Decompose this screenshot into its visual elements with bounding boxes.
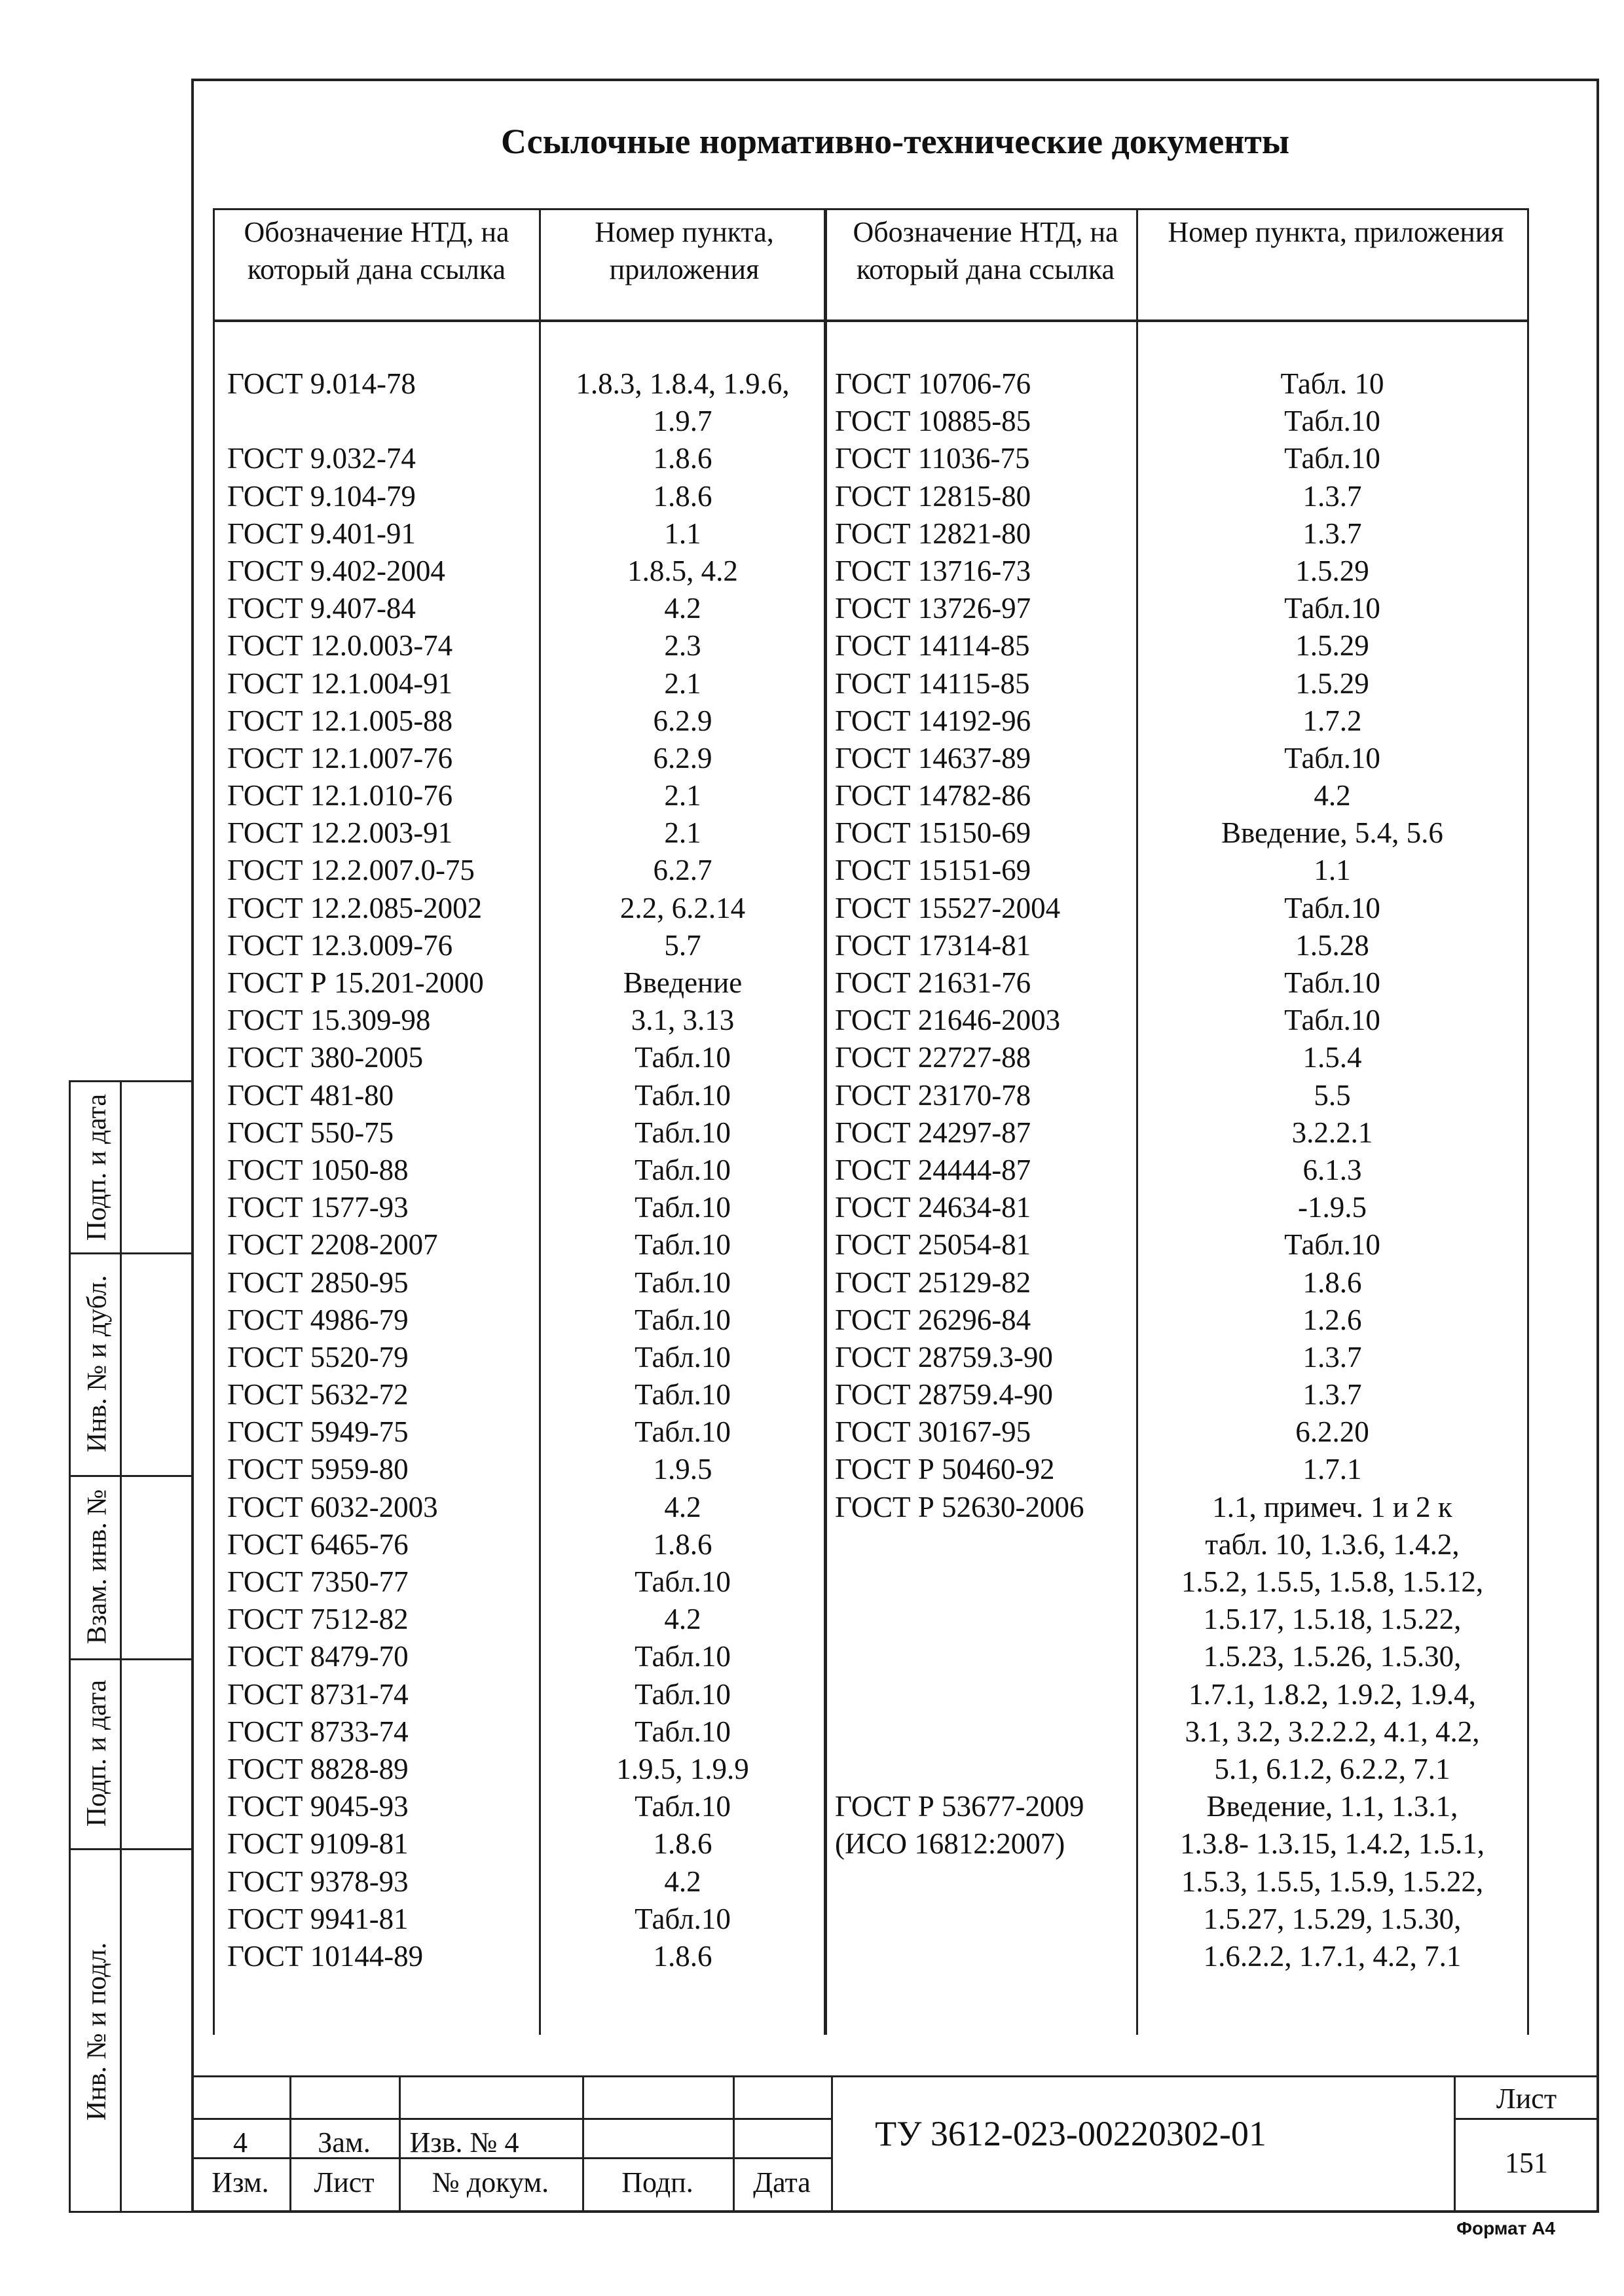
table-cell: 2.3	[664, 629, 701, 663]
table-cell: 1.7.2	[1302, 704, 1362, 737]
table-cell: Табл.10	[1284, 1228, 1380, 1262]
table-cell: ГОСТ 24444-87	[835, 1153, 1031, 1186]
table-cell: (ИСО 16812:2007)	[835, 1827, 1065, 1861]
header-col2: Номер пункта, приложения	[595, 216, 774, 285]
table-cell: 4.2	[1314, 779, 1351, 812]
tb-line	[1454, 2118, 1599, 2120]
table-cell: ГОСТ 12.2.085-2002	[227, 891, 483, 924]
table-top-line	[213, 208, 1529, 210]
table-cell: Табл.10	[1284, 405, 1380, 438]
table-cell: ГОСТ Р 52630-2006	[835, 1490, 1084, 1523]
table-cell: Табл.10	[635, 1116, 731, 1149]
table-cell: ГОСТ Р 50460-92	[835, 1453, 1055, 1486]
format-label: Формат А4	[1456, 2218, 1555, 2238]
table-cell: ГОСТ 8733-74	[227, 1715, 409, 1748]
table-cell: ГОСТ 24634-81	[835, 1191, 1031, 1224]
table-cell: ГОСТ 1577-93	[227, 1191, 409, 1224]
table-cell: Табл.10	[635, 1191, 731, 1224]
table-cell: ГОСТ 9941-81	[227, 1902, 409, 1935]
table-cell: Табл.10	[1284, 1004, 1380, 1037]
table-cell: 1.3.7	[1302, 479, 1362, 513]
table-cell: ГОСТ 481-80	[227, 1078, 394, 1112]
table-cell: ГОСТ 9378-93	[227, 1865, 409, 1898]
table-cell	[835, 1901, 1133, 1938]
table-cell: Табл.10	[1284, 592, 1380, 625]
table-cell: 1.5.23, 1.5.26, 1.5.30,	[1203, 1640, 1462, 1673]
table-cell: ГОСТ 5959-80	[227, 1453, 409, 1486]
table-cell: 1.8.6	[653, 1939, 712, 1973]
table-cell: Табл.10	[635, 1153, 731, 1186]
table-cell: ГОСТ 23170-78	[835, 1078, 1031, 1112]
table-cell: 1.5.29	[1295, 554, 1369, 587]
stamp-label: Подп. и дата	[82, 1093, 113, 1241]
table-cell: 1.7.1	[1302, 1453, 1362, 1486]
table-vline	[824, 208, 827, 2035]
table-cell: ГОСТ 12.1.004-91	[227, 666, 453, 700]
table-cell	[835, 1938, 1133, 1975]
table-cell: ГОСТ 14115-85	[835, 666, 1030, 700]
table-cell	[835, 1526, 1133, 1563]
table-cell: ГОСТ 5632-72	[227, 1378, 409, 1412]
table-cell: ГОСТ 5949-75	[227, 1415, 409, 1449]
table-cell: 4.2	[664, 592, 701, 625]
table-cell: 5.1, 6.1.2, 6.2.2, 7.1	[1214, 1752, 1450, 1785]
table-cell: 1.5.4	[1302, 1041, 1362, 1074]
table-cell: 6.1.3	[1302, 1153, 1362, 1186]
table-cell: 1.1	[1314, 854, 1351, 887]
table-cell: Введение, 1.1, 1.3.1,	[1206, 1790, 1458, 1823]
table-cell: табл. 10, 1.3.6, 1.4.2,	[1205, 1527, 1460, 1561]
table-cell: Табл.10	[635, 1677, 731, 1711]
table-cell: ГОСТ 30167-95	[835, 1415, 1031, 1449]
table-cell: ГОСТ 15150-69	[835, 816, 1031, 850]
table-cell: ГОСТ 10706-76	[835, 367, 1031, 400]
stamp-label: Инв. № и дубл.	[82, 1275, 113, 1453]
table-cell: Табл.10	[635, 1041, 731, 1074]
table-cell: ГОСТ 9.401-91	[227, 517, 416, 550]
table-cell: Табл.10	[635, 1902, 731, 1935]
table-cell: Табл.10	[635, 1266, 731, 1299]
table-cell: ГОСТ 7512-82	[227, 1603, 409, 1636]
table-cell: 1.5.2, 1.5.5, 1.5.8, 1.5.12,	[1181, 1565, 1484, 1598]
table-cell: ГОСТ 14782-86	[835, 779, 1031, 812]
margin-stamp	[69, 1080, 193, 2213]
table-cell: 1.9.5	[653, 1453, 712, 1486]
header-col3: Обозначение НТД, на который дана ссылка	[853, 216, 1118, 285]
table-cell: ГОСТ 12.1.005-88	[227, 704, 453, 737]
table-cell: ГОСТ 28759.4-90	[835, 1378, 1053, 1412]
table-cell: ГОСТ 2850-95	[227, 1266, 409, 1299]
table-cell: Табл.10	[635, 1565, 731, 1598]
table-cell: ГОСТ 380-2005	[227, 1041, 424, 1074]
table-cell: ГОСТ 550-75	[227, 1116, 394, 1149]
table-cell	[835, 1863, 1133, 1901]
table-cell: ГОСТ 12.3.009-76	[227, 928, 453, 962]
table-cell: 1.9.7	[653, 405, 712, 438]
table-cell: ГОСТ 21631-76	[835, 966, 1031, 999]
table-cell: Табл.10	[635, 1715, 731, 1748]
table-cell: ГОСТ 25054-81	[835, 1228, 1031, 1262]
header-col4: Номер пункта, приложения	[1168, 216, 1504, 248]
table-cell	[835, 1638, 1133, 1675]
change-doc-number: Изв. № 4	[409, 2126, 519, 2159]
table-cell: Табл.10	[635, 1640, 731, 1673]
table-cell: 4.2	[664, 1865, 701, 1898]
table-cell: 1.9.5, 1.9.9	[616, 1752, 749, 1785]
table-cell: ГОСТ 22727-88	[835, 1041, 1031, 1074]
table-cell: 1.5.17, 1.5.18, 1.5.22,	[1203, 1603, 1462, 1636]
right-designation-column	[835, 365, 1133, 1975]
table-cell: Табл.10	[635, 1340, 731, 1374]
table-cell: ГОСТ 8731-74	[227, 1677, 409, 1711]
table-cell: ГОСТ 14637-89	[835, 741, 1031, 774]
tb-line	[191, 2075, 1599, 2077]
table-cell: ГОСТ 2208-2007	[227, 1228, 438, 1262]
table-cell	[835, 1713, 1133, 1751]
table-cell: 1.8.6	[653, 1827, 712, 1861]
label-doc: № докум.	[432, 2166, 549, 2198]
table-cell: 2.1	[664, 666, 701, 700]
table-cell: 3.2.2.1	[1291, 1116, 1373, 1149]
table-cell: 1.1	[664, 517, 701, 550]
table-cell: 1.3.7	[1302, 1378, 1362, 1412]
table-cell: ГОСТ 25129-82	[835, 1266, 1031, 1299]
table-cell: 5.7	[664, 928, 701, 962]
references-table	[213, 208, 1529, 2035]
table-cell: 6.2.7	[653, 854, 712, 887]
table-cell: 4.2	[664, 1490, 701, 1523]
table-cell: Табл.10	[1284, 891, 1380, 924]
table-cell: ГОСТ 9.104-79	[227, 479, 416, 513]
table-cell: 3.1, 3.13	[631, 1004, 735, 1037]
table-cell: ГОСТ 14192-96	[835, 704, 1031, 737]
table-cell: 1.5.28	[1295, 928, 1369, 962]
table-cell: Табл.10	[635, 1415, 731, 1449]
table-cell: ГОСТ 7350-77	[227, 1565, 409, 1598]
table-cell: ГОСТ 10885-85	[835, 405, 1031, 438]
table-cell: Табл.10	[635, 1790, 731, 1823]
table-cell: -1.9.5	[1298, 1191, 1367, 1224]
table-cell: Табл. 10	[1280, 367, 1384, 400]
table-cell: Табл.10	[1284, 741, 1380, 774]
header-col1: Обозначение НТД, на который дана ссылка	[244, 216, 509, 285]
table-cell: 1.5.3, 1.5.5, 1.5.9, 1.5.22,	[1181, 1865, 1484, 1898]
table-cell: ГОСТ 8828-89	[227, 1752, 409, 1785]
table-cell: 1.8.6	[653, 479, 712, 513]
table-cell: Введение	[623, 966, 743, 999]
table-cell: Табл.10	[635, 1378, 731, 1412]
table-cell: 2.1	[664, 779, 701, 812]
stamp-label: Подп. и дата	[82, 1679, 113, 1827]
table-cell: 1.8.5, 4.2	[627, 554, 738, 587]
label-list: Лист	[314, 2166, 375, 2198]
table-cell: ГОСТ 6032-2003	[227, 1490, 438, 1523]
table-cell	[835, 1601, 1133, 1638]
table-cell: ГОСТ Р 15.201-2000	[227, 966, 484, 999]
table-cell: ГОСТ 12.0.003-74	[227, 629, 453, 663]
table-cell: 6.2.9	[653, 741, 712, 774]
left-designation-column	[227, 365, 535, 1975]
label-sign: Подп.	[621, 2166, 693, 2198]
table-cell: ГОСТ 17314-81	[835, 928, 1031, 962]
table-vline	[1527, 208, 1529, 2035]
table-cell: ГОСТ 12815-80	[835, 479, 1031, 513]
table-cell: ГОСТ 9045-93	[227, 1790, 409, 1823]
table-vline	[213, 208, 215, 2035]
table-cell: ГОСТ 8479-70	[227, 1640, 409, 1673]
sheet-label: Лист	[1496, 2083, 1557, 2115]
table-cell: ГОСТ 9109-81	[227, 1827, 409, 1861]
table-cell: ГОСТ 12.1.007-76	[227, 741, 453, 774]
table-cell: ГОСТ 9.407-84	[227, 592, 416, 625]
table-cell: 1.6.2.2, 1.7.1, 4.2, 7.1	[1203, 1939, 1462, 1973]
table-cell: Введение, 5.4, 5.6	[1221, 816, 1443, 850]
table-cell: 1.5.27, 1.5.29, 1.5.30,	[1203, 1902, 1462, 1935]
table-cell: ГОСТ 26296-84	[835, 1303, 1031, 1336]
table-cell: ГОСТ 9.014-78	[227, 367, 416, 400]
table-cell: ГОСТ 15.309-98	[227, 1004, 431, 1037]
table-cell: ГОСТ 24297-87	[835, 1116, 1031, 1149]
table-cell: 1.8.6	[1302, 1266, 1362, 1299]
table-cell: 1.5.29	[1295, 629, 1369, 663]
table-cell: 1.3.7	[1302, 1340, 1362, 1374]
table-cell: ГОСТ 12821-80	[835, 517, 1031, 550]
table-cell: Табл.10	[1284, 966, 1380, 999]
table-cell: ГОСТ 12.2.007.0-75	[227, 854, 475, 887]
table-cell: ГОСТ 9.402-2004	[227, 554, 445, 587]
table-cell: ГОСТ 4986-79	[227, 1303, 409, 1336]
table-cell: ГОСТ 15151-69	[835, 854, 1031, 887]
table-cell: Табл.10	[635, 1228, 731, 1262]
header-bottom-line	[213, 319, 1529, 322]
table-cell: ГОСТ 9.032-74	[227, 442, 416, 475]
table-cell: ГОСТ 11036-75	[835, 442, 1030, 475]
table-cell: 1.8.6	[653, 442, 712, 475]
change-type: Зам.	[318, 2126, 371, 2159]
table-cell: ГОСТ 10144-89	[227, 1939, 424, 1973]
table-cell: 4.2	[664, 1603, 701, 1636]
table-cell	[835, 1676, 1133, 1713]
table-cell: 2.1	[664, 816, 701, 850]
table-cell: 1.8.3, 1.8.4, 1.9.6,	[576, 367, 790, 400]
table-cell: ГОСТ 12.2.003-91	[227, 816, 453, 850]
stamp-label: Инв. № и подл.	[82, 1942, 113, 2121]
table-cell: 1.3.8- 1.3.15, 1.4.2, 1.5.1,	[1180, 1827, 1485, 1861]
table-cell	[835, 1751, 1133, 1788]
stamp-label: Взам. инв. №	[82, 1489, 113, 1645]
table-cell: 1.5.29	[1295, 666, 1369, 700]
table-cell: ГОСТ 14114-85	[835, 629, 1030, 663]
table-cell: Табл.10	[635, 1078, 731, 1112]
stamp-column-line	[120, 1082, 122, 2211]
page-title: Ссылочные нормативно-технические документы	[500, 122, 1289, 161]
table-cell: ГОСТ 13726-97	[835, 592, 1031, 625]
table-cell: ГОСТ 6465-76	[227, 1527, 409, 1561]
table-cell: 1.2.6	[1302, 1303, 1362, 1336]
table-cell: ГОСТ 5520-79	[227, 1340, 409, 1374]
table-cell	[227, 403, 535, 440]
tb-line	[191, 2118, 833, 2120]
table-cell: Табл.10	[1284, 442, 1380, 475]
table-cell: ГОСТ 13716-73	[835, 554, 1031, 587]
table-cell: 1.7.1, 1.8.2, 1.9.2, 1.9.4,	[1189, 1677, 1476, 1711]
table-cell: ГОСТ 12.1.010-76	[227, 779, 453, 812]
table-cell: ГОСТ Р 53677-2009	[835, 1790, 1084, 1823]
table-cell: 6.2.9	[653, 704, 712, 737]
table-cell: 1.1, примеч. 1 и 2 к	[1212, 1490, 1452, 1523]
table-cell: ГОСТ 28759.3-90	[835, 1340, 1053, 1374]
change-number: 4	[233, 2126, 248, 2159]
document-code: ТУ 3612-023-00220302-01	[875, 2114, 1266, 2153]
label-izm: Изм.	[212, 2166, 269, 2198]
table-cell: 5.5	[1314, 1078, 1351, 1112]
table-cell: ГОСТ 1050-88	[227, 1153, 409, 1186]
right-clause-column	[1137, 365, 1527, 1975]
sheet-number: 151	[1505, 2147, 1548, 2179]
table-vline	[539, 208, 541, 2035]
table-cell: 2.2, 6.2.14	[619, 891, 746, 924]
table-cell	[835, 1563, 1133, 1601]
table-cell: 1.3.7	[1302, 517, 1362, 550]
table-cell: Табл.10	[635, 1303, 731, 1336]
table-cell: ГОСТ 21646-2003	[835, 1004, 1061, 1037]
table-cell: ГОСТ 15527-2004	[835, 891, 1061, 924]
left-clause-column	[544, 365, 822, 1975]
table-cell: 3.1, 3.2, 3.2.2.2, 4.1, 4.2,	[1185, 1715, 1480, 1748]
table-cell: 1.8.6	[653, 1527, 712, 1561]
table-cell: 6.2.20	[1295, 1415, 1369, 1449]
label-date: Дата	[753, 2166, 811, 2198]
